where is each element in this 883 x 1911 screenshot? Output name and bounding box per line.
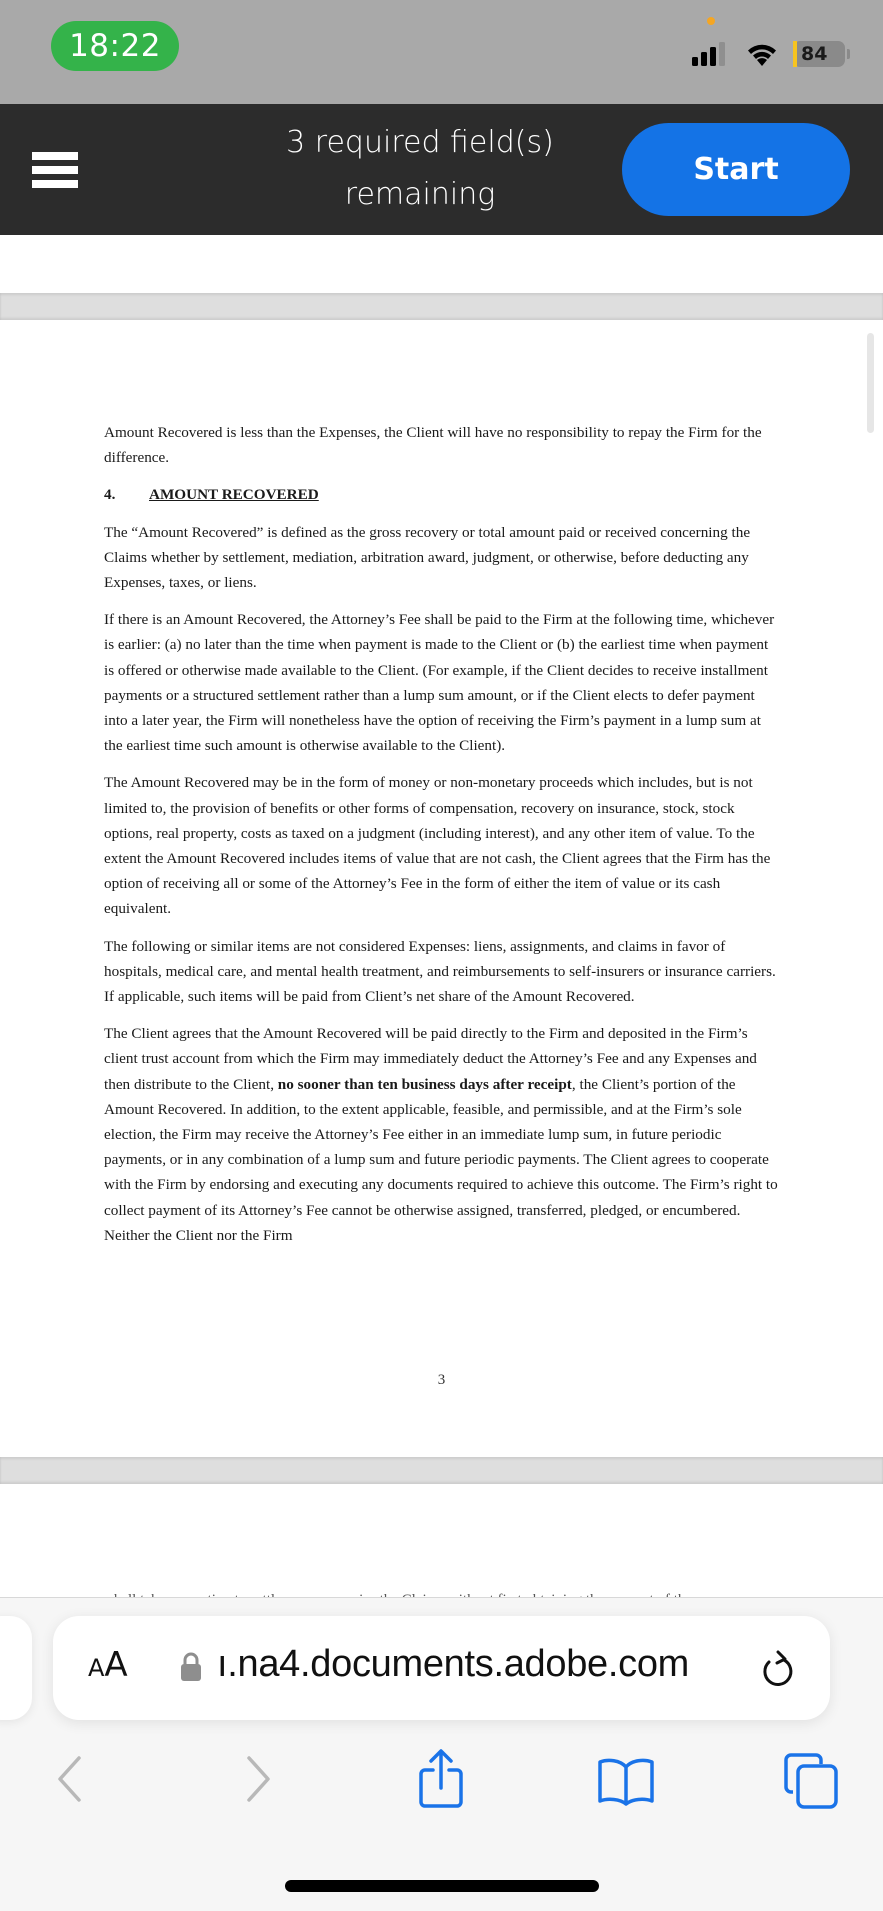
text-size-large-a: A	[104, 1645, 128, 1685]
document-scrollbar[interactable]	[867, 333, 874, 433]
previous-page-bottom	[0, 235, 883, 293]
next-page-clipped-text	[108, 1585, 758, 1597]
intro-paragraph: Amount Recovered is less than the Expenses, the Client will have no responsibility to repay the Firm for the difference.	[104, 424, 762, 467]
hamburger-menu-icon[interactable]	[32, 152, 78, 188]
battery-nub	[847, 49, 850, 59]
battery-percent	[801, 41, 827, 67]
status-time: 18:22	[51, 21, 179, 71]
home-indicator[interactable]	[285, 1880, 599, 1892]
page-separator	[0, 293, 883, 320]
paragraph-not-expenses: The following or similar items are not considered Expenses: liens, assignments, and claims in favor of hospitals, medical care, and mental health treatment, and reimbursements to self-insurers or insurance carriers. If applicable, such items will be paid from Client’s net share of the Amount Recovered.	[104, 937, 776, 1006]
required-fields-remaining: remaining	[344, 177, 496, 212]
text-size-small-a: A	[88, 1654, 105, 1682]
back-chevron-icon[interactable]	[55, 1755, 85, 1803]
paragraph-non-monetary: The Amount Recovered may be in the form of money or non-monetary proceeds which includes, but is not limited to, the provision of benefits or other forms of compensation, recovery on insurance, stock, stock options, real property, costs as taxed on a judgment (including interest), and any other item of value. To the extent the Amount Recovered includes items of value that are not cash, the Client agrees that the Firm has the option of receiving all or some of the Attorney’s Fee in the form of either the item of value or its cash equivalent.	[104, 774, 771, 918]
reload-icon[interactable]	[758, 1648, 798, 1692]
share-icon[interactable]	[416, 1748, 466, 1810]
bold-emphasis: no sooner than ten business days after receipt	[277, 1075, 572, 1093]
paragraph-text-part: , the Client’s portion of the Amount Recovered. In addition, to the extent applicable, feasible, and permissible, and at the Firm’s sole election, the Firm may receive the Attorney’s Fee either in an immediate lump sum, in future periodic payments, or in any combination of a lump sum and future periodic payments. The Client agrees to cooperate with the Firm by endorsing and executing any documents required to achieve this outcome. The Firm’s right to collect payment of its Attorney’s Fee cannot be otherwise assigned, transferred, pledged, or encumbered. Neither the Client nor the Firm	[104, 1075, 778, 1244]
paragraph-definition: The “Amount Recovered” is defined as the gross recovery or total amount paid or received concerning the Claims whether by settlement, mediation, arbitration award, judgment, or otherwise, before deducting any Expenses, taxes, or liens.	[104, 523, 751, 592]
privacy-indicator-dot	[707, 17, 715, 25]
text-size-button[interactable]	[88, 1645, 128, 1685]
tabs-icon[interactable]	[783, 1752, 839, 1810]
paragraph-payment-distribution	[104, 1021, 780, 1248]
start-button[interactable]: Start	[622, 123, 850, 216]
required-fields-count: 3 required field(s)	[286, 125, 554, 160]
url-text[interactable]: ı.na4.documents.adobe.com	[217, 1643, 690, 1685]
required-fields-status	[250, 117, 590, 221]
page-separator	[0, 1457, 883, 1484]
paragraph-text-part: The Client agrees that the Amount Recovered will be paid directly to the Firm and deposited in the Firm’s client trust account from which the Firm may immediately deduct the Attorney’s Fee and any Expenses and then distribute to the Client,	[104, 1025, 757, 1093]
wifi-icon	[745, 40, 779, 68]
cellular-signal-icon	[692, 42, 732, 66]
forward-chevron-icon[interactable]	[243, 1755, 273, 1803]
previous-tab-preview[interactable]	[0, 1616, 32, 1720]
lock-icon	[180, 1652, 202, 1682]
section-heading	[104, 482, 780, 507]
document-text	[104, 420, 780, 1260]
paragraph-fee-timing: If there is an Amount Recovered, the Attorney’s Fee shall be paid to the Firm at the following time, whichever is earlier: (a) no later than the time when payment is made to the Client or (b) the earliest time when payment is offered or otherwise made available to the Client. (For example, if the Client decides to receive installment payments or a structured settlement rather than a lump sum amount, or if the Client elects to defer payment into a later year, the Firm will nonetheless have the option of receiving the Firm’s payment in a lump sum at the earliest time such amount is otherwise available to the Client).	[104, 611, 775, 755]
bookmarks-book-icon[interactable]	[596, 1757, 656, 1805]
section-title: AMOUNT RECOVERED	[149, 486, 319, 504]
section-number: 4.	[104, 486, 116, 504]
battery-icon	[793, 41, 845, 67]
page-number: 3	[437, 1372, 446, 1388]
battery-level-text: 84	[801, 43, 828, 65]
battery-level-bar	[793, 41, 797, 67]
